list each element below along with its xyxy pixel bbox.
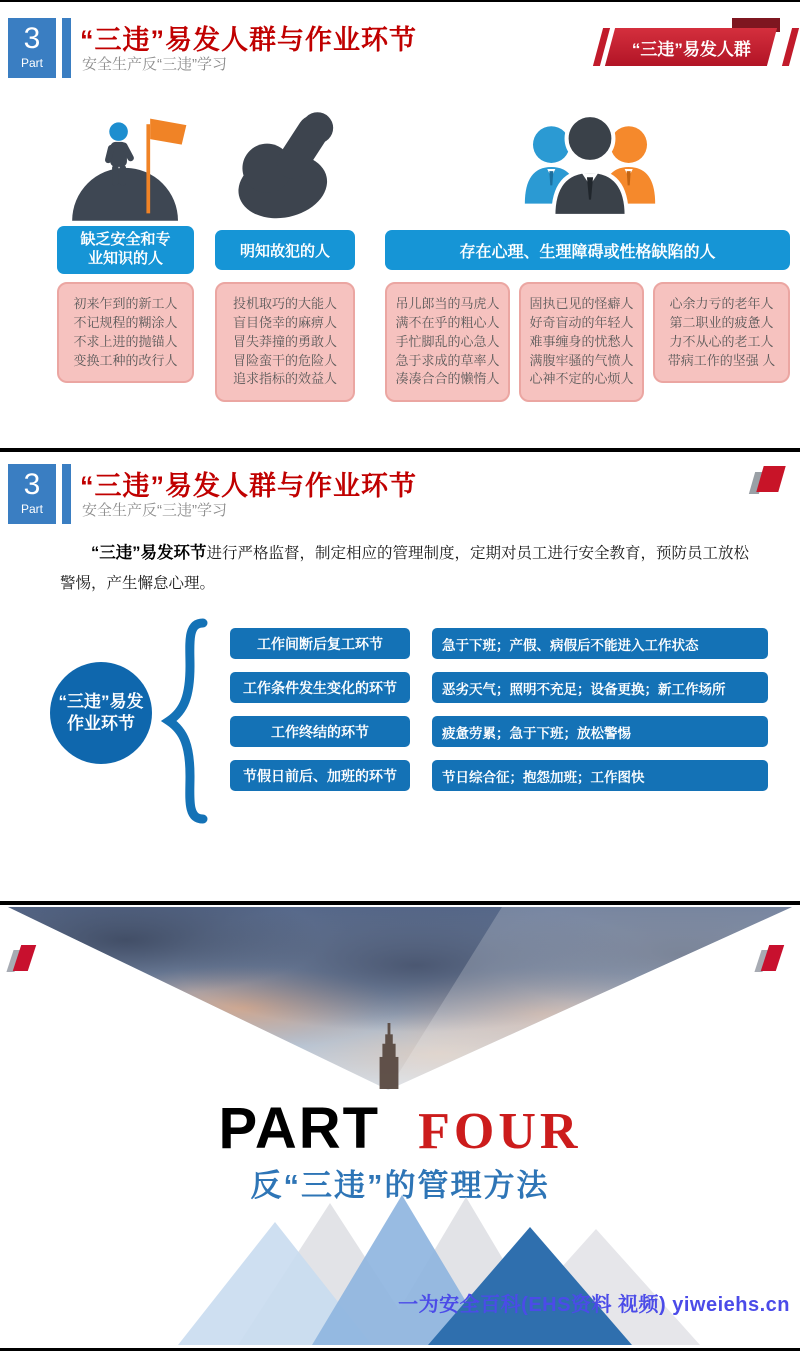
part-number-box [8, 464, 56, 524]
intro-paragraph [60, 538, 760, 599]
stage-box-1: 工作间断后复工环节 [230, 628, 410, 659]
section-banner [598, 24, 794, 68]
brace-icon [156, 616, 212, 831]
list-item: 难事缠身的忧愁人 [529, 333, 634, 349]
group-1-list [57, 282, 194, 383]
list-item: 不记规程的糊涂人 [73, 314, 178, 330]
corner-ribbon-left-icon [10, 945, 40, 975]
banner-ribbon [605, 28, 777, 66]
watermark-text: 一为安全百科(EHS资料 视频) yiweiehs.cn [398, 1294, 790, 1316]
desc-box-3: 疲惫劳累；急于下班；放松警惕 [432, 716, 768, 747]
red-book-icon [752, 466, 786, 496]
group-2-list [215, 282, 355, 402]
list-item: 吊儿郎当的马虎人 [395, 296, 500, 311]
corner-ribbon-right-icon [758, 945, 788, 975]
list-item: 心神不定的心烦人 [529, 371, 634, 387]
desc-box-1: 急于下班；产假、病假后不能进入工作状态 [432, 628, 768, 659]
list-item: 带病工作的坚强 人 [667, 352, 776, 368]
list-item: 满不在乎的粗心人 [395, 314, 500, 330]
part-number: 3 [23, 22, 41, 55]
part-word: Part [20, 56, 43, 70]
four-word: FOUR [418, 1103, 582, 1160]
header-accent-bar [62, 18, 71, 78]
intro-rest: 进行严格监督，制定相应的管理制度，定期对员工进行安全教育，预防员工放松警惕，产生懈怠心理。 [60, 545, 750, 593]
list-item: 第二职业的疲惫人 [669, 314, 774, 330]
list-item: 追求指标的效益人 [232, 371, 337, 387]
muscle-arm-icon [215, 104, 355, 222]
part-word: Part [20, 502, 43, 516]
ribbon-red [13, 945, 36, 971]
group-label-3: 存在心理、生理障碍或性格缺陷的人 [385, 230, 790, 270]
list-item: 手忙脚乱的心急人 [395, 333, 500, 349]
slide-2 [0, 452, 800, 901]
list-item: 急于求成的草率人 [395, 352, 500, 368]
three-people-icon [490, 104, 690, 222]
part-number-box [8, 18, 56, 78]
book-page [756, 466, 785, 492]
group-3-list-b [519, 282, 644, 402]
slide-title: “三违”易发人群与作业环节 [80, 471, 417, 501]
banner-label: “三违”易发人群 [631, 39, 751, 59]
header-accent-bar [62, 464, 71, 524]
list-item: 冒失莽撞的勇敢人 [232, 333, 337, 349]
stage-box-4: 节假日前后、加班的环节 [230, 760, 410, 791]
person-flag-icon [57, 104, 194, 222]
group-3-list-a [385, 282, 510, 402]
group-3-list-c [653, 282, 790, 383]
list-item: 变换工种的改行人 [73, 352, 178, 368]
list-item: 冒险蛮干的危险人 [232, 352, 337, 368]
section-subtitle: 反“三违”的管理方法 [250, 1168, 550, 1203]
slide-1 [0, 2, 800, 448]
list-item: 盲目侥幸的麻痹人 [232, 314, 337, 330]
desc-box-4: 节日综合征；抱怨加班；工作图快 [432, 760, 768, 791]
topic-circle: “三违”易发作业环节 [50, 662, 152, 764]
banner-right-slash [782, 28, 799, 66]
intro-lead: “三违”易发环节 [91, 544, 207, 562]
list-item: 凑凑合合的懒惰人 [395, 371, 500, 387]
slide-3 [0, 905, 800, 1348]
part-number: 3 [23, 468, 41, 501]
part-word: PART [218, 1096, 381, 1161]
mountain-darkblue [428, 1227, 632, 1345]
list-item: 好奇盲动的年轻人 [529, 314, 634, 330]
stage-box-2: 工作条件发生变化的环节 [230, 672, 410, 703]
skyscraper-silhouette-icon [374, 1023, 404, 1094]
group-label-1: 缺乏安全和专业知识的人 [57, 226, 194, 274]
slide-title: “三违”易发人群与作业环节 [80, 25, 417, 55]
group-label-2: 明知故犯的人 [215, 230, 355, 270]
stage-box-3: 工作终结的环节 [230, 716, 410, 747]
list-item: 不求上进的抛锚人 [73, 333, 178, 349]
list-item: 力不从心的老工人 [669, 333, 774, 349]
part-four-heading [0, 1095, 800, 1162]
desc-box-2: 恶劣天气；照明不充足；设备更换；新工作场所 [432, 672, 768, 703]
ribbon-red [761, 945, 784, 971]
list-item: 满腹牢骚的气愤人 [529, 352, 634, 368]
list-item: 心余力亏的老年人 [669, 296, 774, 311]
slide-subtitle: 安全生产反“三违”学习 [82, 502, 227, 519]
list-item: 投机取巧的大能人 [232, 296, 337, 311]
slide-subtitle: 安全生产反“三违”学习 [82, 56, 227, 73]
list-item: 固执已见的怪癖人 [529, 296, 634, 311]
list-item: 初来乍到的新工人 [73, 296, 178, 311]
